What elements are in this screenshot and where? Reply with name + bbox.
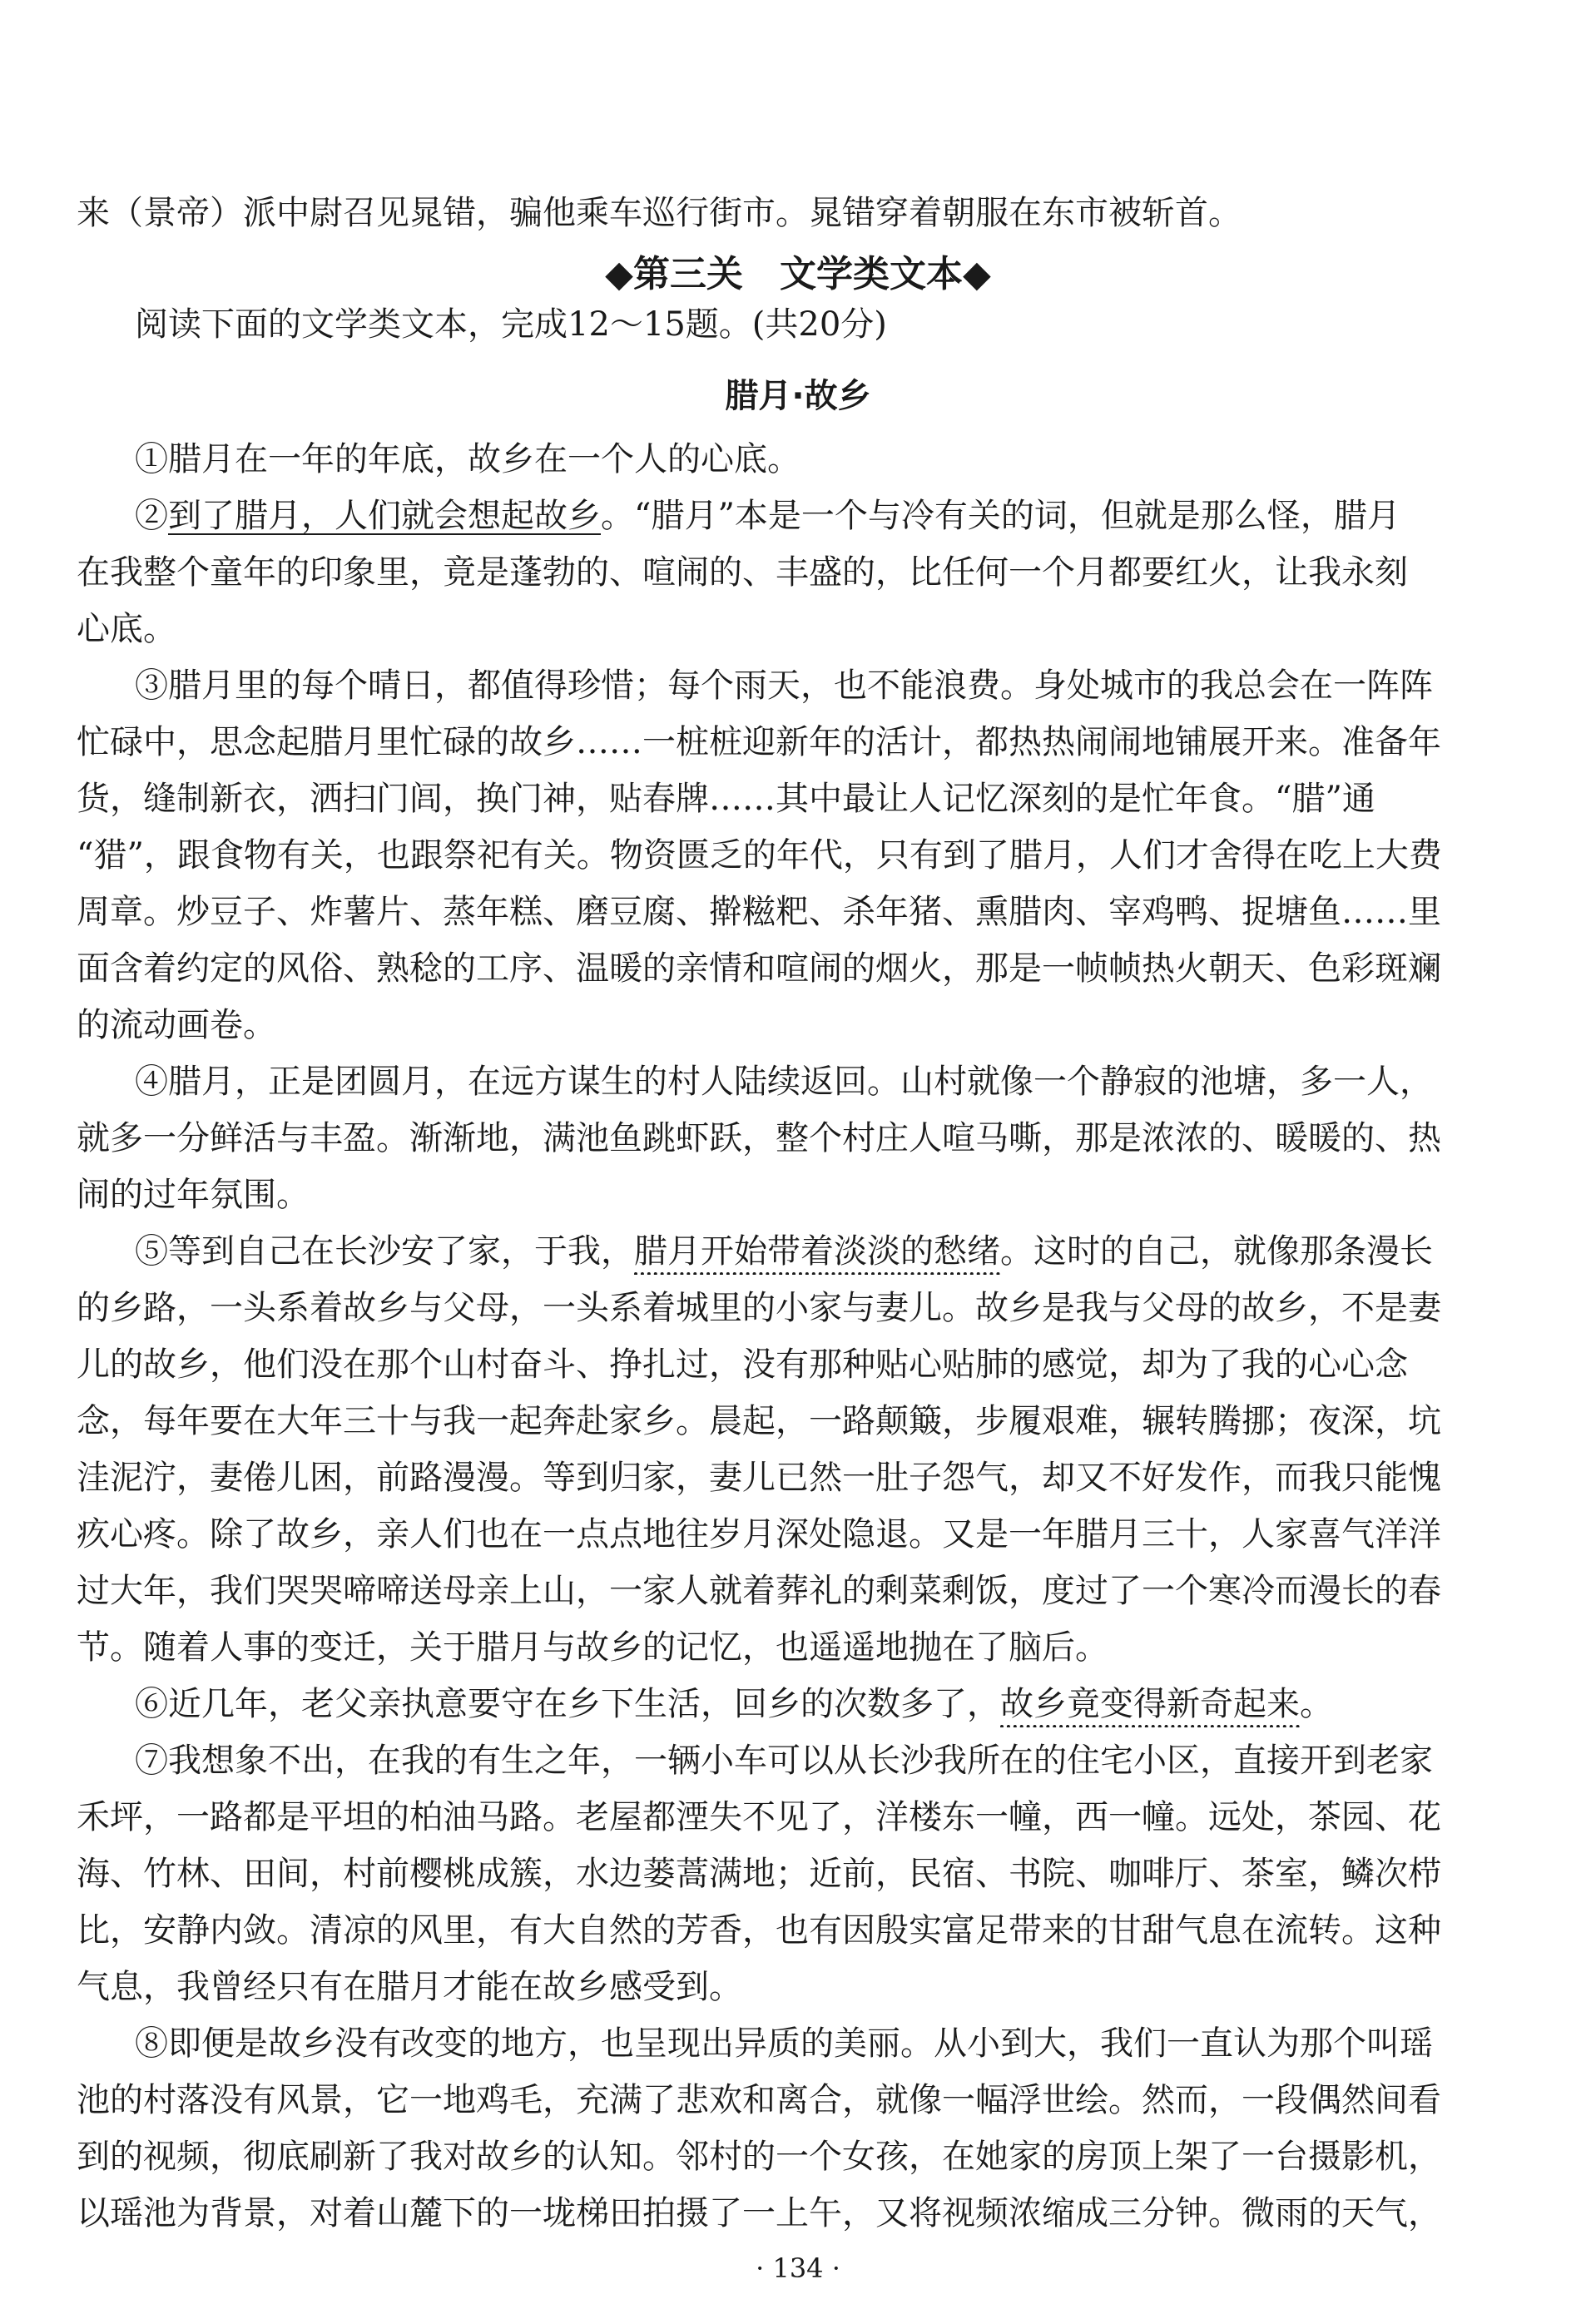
paragraph-5-line-3: 儿的故乡，他们没在那个山村奋斗、挣扎过，没有那种贴心贴肺的感觉，却为了我的心心念	[77, 1345, 1408, 1384]
paragraph-text: 。这时的自己，就像那条漫长	[1000, 1232, 1433, 1271]
paragraph-3-line-2: 忙碌中，思念起腊月里忙碌的故乡……一桩桩迎新年的活计，都热热闹闹地铺展开来。准备年	[77, 723, 1441, 761]
paragraph-5-line-8: 节。随着人事的变迁，关于腊月与故乡的记忆，也遥遥地抛在了脑后。	[77, 1628, 1108, 1667]
paragraph-5-line-4: 念，每年要在大年三十与我一起奔赴家乡。晨起，一路颠簸，步履艰难，辗转腾挪；夜深，坑	[77, 1402, 1441, 1440]
section-title: ◆第三关 文学类文本◆	[605, 253, 991, 295]
paragraph-3-line-7: 的流动画卷。	[77, 1006, 276, 1044]
paragraph-6	[135, 1681, 1475, 1727]
paragraph-3-line-5: 周章。炒豆子、炸薯片、蒸年糕、磨豆腐、擀糍粑、杀年猪、熏腊肉、宰鸡鸭、捉塘鱼……里	[77, 893, 1441, 931]
paragraph-8-line-3: 到的视频，彻底刷新了我对故乡的认知。邻村的一个女孩，在她家的房顶上架了一台摄影机，	[77, 2138, 1441, 2176]
paragraph-7-line-4: 比，安静内敛。清凉的风里，有大自然的芳香，也有因殷实富足带来的甘甜气息在流转。这种	[77, 1911, 1441, 1950]
continued-text-line: 来（景帝）派中尉召见晁错，骗他乘车巡行街市。晁错穿着朝服在东市被斩首。	[77, 194, 1242, 232]
paragraph-7-line-1: ⑦我想象不出，在我的有生之年，一辆小车可以从长沙我所在的住宅小区，直接开到老家	[135, 1742, 1433, 1780]
paragraph-4-line-1: ④腊月，正是团圆月，在远方谋生的村人陆续返回。山村就像一个静寂的池塘，多一人，	[135, 1063, 1433, 1101]
paragraph-5-line-6: 疚心疼。除了故乡，亲人们也在一点点地往岁月深处隐退。又是一年腊月三十，人家喜气洋洋	[77, 1515, 1441, 1553]
paragraph-text: 。“腊月”本是一个与冷有关的词，但就是那么怪，腊月	[601, 497, 1400, 535]
paragraph-8-line-2: 池的村落没有风景，它一地鸡毛，充满了悲欢和离合，就像一幅浮世绘。然而，一段偶然间看	[77, 2081, 1441, 2119]
paragraph-text: ⑥近几年，老父亲执意要守在乡下生活，回乡的次数多了，	[135, 1685, 1000, 1723]
paragraph-2-line-1	[135, 493, 1475, 539]
paragraph-5-line-2: 的乡路，一头系着故乡与父母，一头系着城里的小家与妻儿。故乡是我与父母的故乡，不是妻	[77, 1289, 1441, 1327]
paragraph-7-line-5: 气息，我曾经只有在腊月才能在故乡感受到。	[77, 1968, 742, 2006]
paragraph-4-line-2: 就多一分鲜活与丰盈。渐渐地，满池鱼跳虾跃，整个村庄人喧马嘶，那是浓浓的、暖暖的、热	[77, 1119, 1441, 1157]
paragraph-8-line-1: ⑧即便是故乡没有改变的地方，也呈现出异质的美丽。从小到大，我们一直认为那个叫瑶	[135, 2024, 1433, 2063]
paragraph-2-line-3: 心底。	[77, 610, 176, 648]
paragraph-5-line-7: 过大年，我们哭哭啼啼送母亲上山，一家人就着葬礼的剩菜剩饭，度过了一个寒冷而漫长的春	[77, 1572, 1441, 1610]
dotted-emphasis-phrase: 腊月开始带着淡淡的愁绪	[634, 1232, 1000, 1271]
paragraph-7-line-3: 海、竹林、田间，村前樱桃成簇，水边蒌蒿满地；近前，民宿、书院、咖啡厅、茶室，鳞次栉	[77, 1855, 1441, 1893]
underlined-sentence: 到了腊月，人们就会想起故乡	[168, 497, 601, 535]
dotted-emphasis-phrase: 故乡竟变得新奇起来	[1000, 1685, 1300, 1723]
paragraph-1: ①腊月在一年的年底，故乡在一个人的心底。	[135, 440, 800, 478]
paragraph-5-line-5: 洼泥泞，妻倦儿困，前路漫漫。等到归家，妻儿已然一肚子怨气，却又不好发作，而我只能愧	[77, 1459, 1441, 1497]
paragraph-3-line-3: 货，缝制新衣，洒扫门闾，换门神，贴春牌……其中最让人记忆深刻的是忙年食。“腊”通	[77, 780, 1375, 818]
paragraph-text: ⑤等到自己在长沙安了家，于我，	[135, 1232, 634, 1271]
paragraph-2-line-2: 在我整个童年的印象里，竟是蓬勃的、喧闹的、丰盛的，比任何一个月都要红火，让我永刻	[77, 553, 1408, 592]
paragraph-3-line-4: “猎”，跟食物有关，也跟祭祀有关。物资匮乏的年代，只有到了腊月，人们才舍得在吃上大费	[77, 836, 1442, 875]
paragraph-8-line-4: 以瑶池为背景，对着山麓下的一垅梯田拍摄了一上午，又将视频浓缩成三分钟。微雨的天气，	[77, 2194, 1441, 2232]
paragraph-text: 。	[1300, 1685, 1333, 1723]
paragraph-7-line-2: 禾坪，一路都是平坦的柏油马路。老屋都湮失不见了，洋楼东一幢，西一幢。远处，茶园、花	[77, 1798, 1441, 1836]
page-number: · 134 ·	[756, 2252, 840, 2284]
article-title: 腊月·故乡	[725, 377, 871, 415]
paragraph-5-line-1	[135, 1228, 1475, 1275]
paragraph-marker: ②	[135, 497, 168, 535]
instruction-text: 阅读下面的文学类文本，完成12～15题。(共20分)	[135, 305, 887, 344]
paragraph-3-line-6: 面含着约定的风俗、熟稔的工序、温暖的亲情和喧闹的烟火，那是一帧帧热火朝天、色彩斑斓	[77, 949, 1441, 988]
paragraph-4-line-3: 闹的过年氛围。	[77, 1176, 310, 1214]
paragraph-3-line-1: ③腊月里的每个晴日，都值得珍惜；每个雨天，也不能浪费。身处城市的我总会在一阵阵	[135, 666, 1433, 705]
